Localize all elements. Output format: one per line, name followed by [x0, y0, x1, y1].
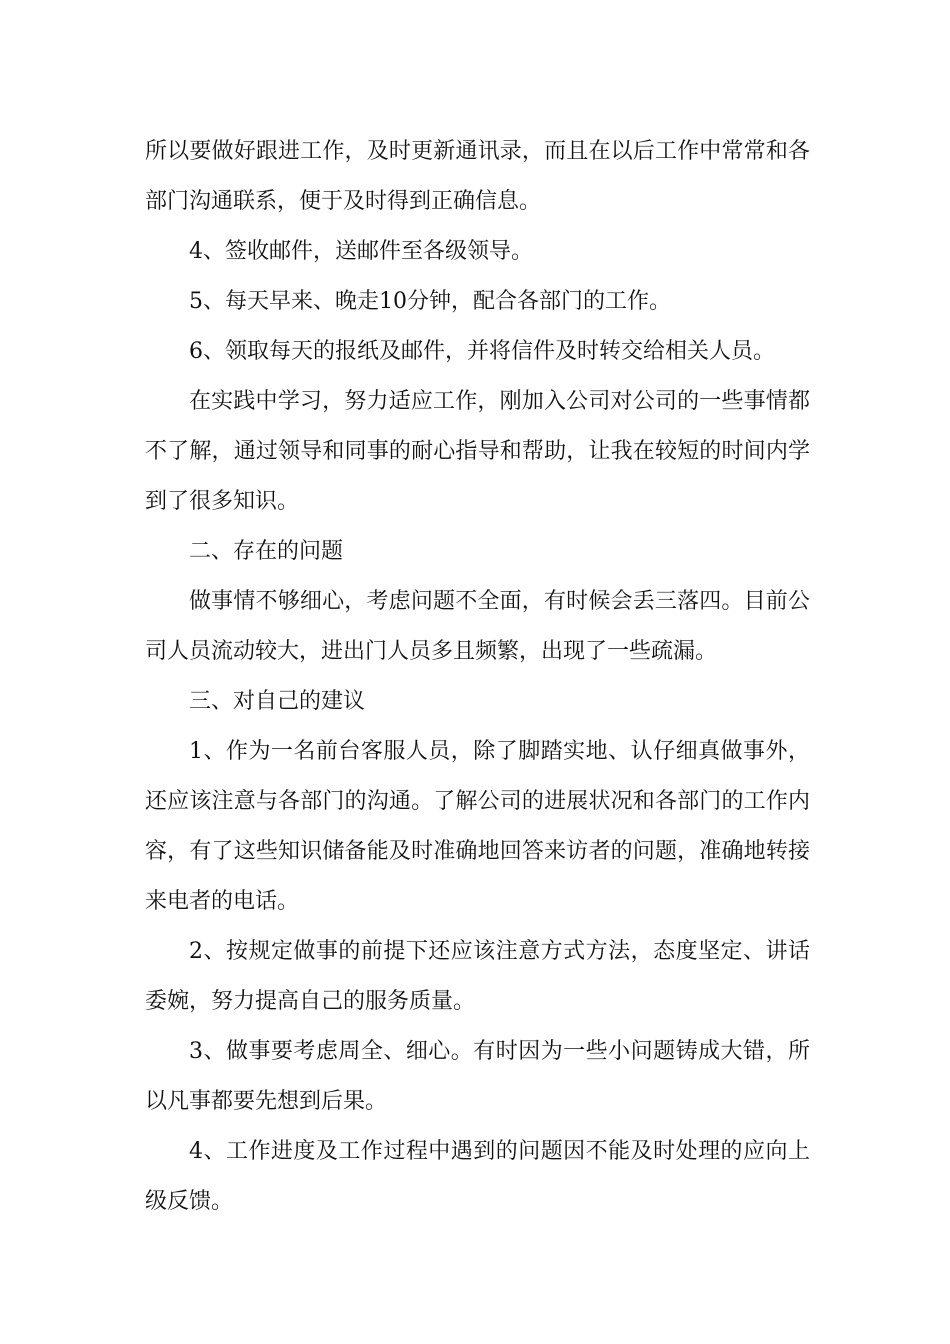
paragraph: 2、按规定做事的前提下还应该注意方式方法，态度坚定、讲话委婉，努力提高自己的服务质量。: [145, 939, 810, 1014]
paragraph: 做事情不够细心，考虑问题不全面，有时候会丢三落四。目前公司人员流动较大，进出门人员多且频繁，出现了一些疏漏。: [145, 589, 810, 664]
paragraph: 所以要做好跟进工作，及时更新通讯录，而且在以后工作中常常和各部门沟通联系，便于及时得到正确信息。: [145, 139, 810, 214]
paragraph: 6、领取每天的报纸及邮件，并将信件及时转交给相关人员。: [189, 339, 775, 364]
paragraph: 1、作为一名前台客服人员，除了脚踏实地、认仔细真做事外，还应该注意与各部门的沟通。了解公司的进展状况和各部门的工作内容，有了这些知识储备能及时准确地回答来访者的问题，准确地转接来电者的电话。: [145, 739, 810, 914]
document-body: [145, 127, 810, 1227]
paragraph: 3、做事要考虑周全、细心。有时因为一些小问题铸成大错，所以凡事都要先想到后果。: [145, 1039, 810, 1114]
paragraph: 在实践中学习，努力适应工作，刚加入公司对公司的一些事情都不了解，通过领导和同事的耐心指导和帮助，让我在较短的时间内学到了很多知识。: [145, 389, 810, 514]
paragraph: 4、工作进度及工作过程中遇到的问题因不能及时处理的应向上级反馈。: [145, 1139, 810, 1214]
paragraph: 5、每天早来、晚走10分钟，配合各部门的工作。: [189, 289, 671, 314]
section-heading: 三、对自己的建议: [189, 689, 366, 714]
section-heading: 二、存在的问题: [189, 539, 344, 564]
paragraph: 4、签收邮件，送邮件至各级领导。: [189, 239, 533, 264]
